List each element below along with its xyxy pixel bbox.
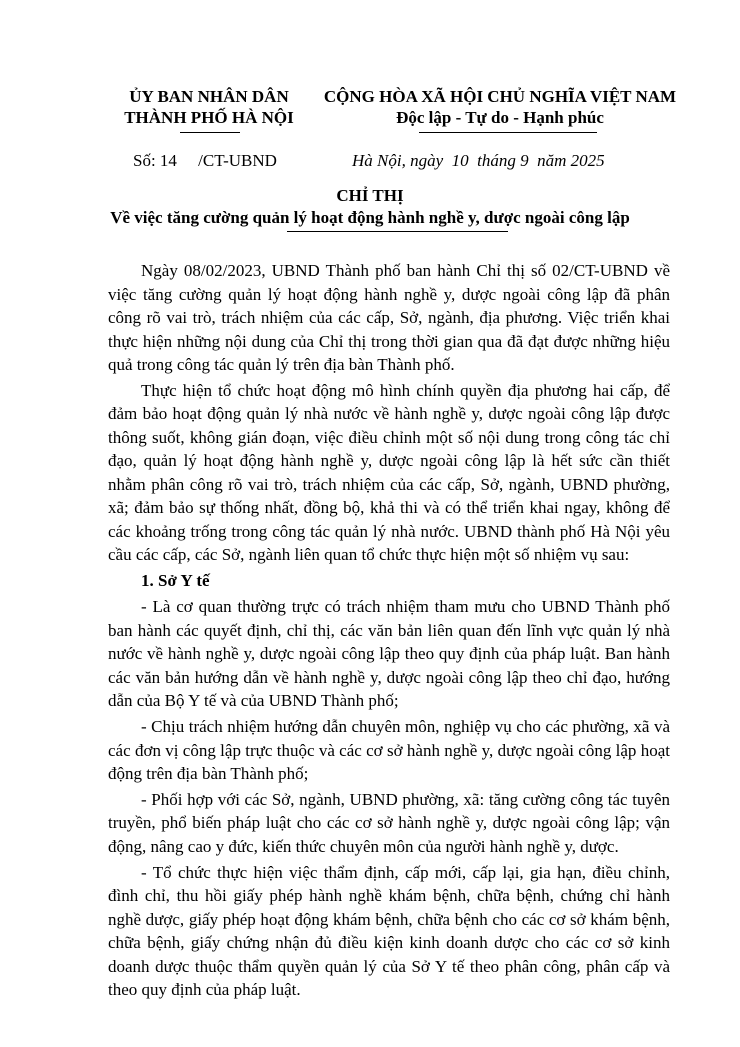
motto-underline [419, 132, 597, 133]
motto: Độc lập - Tự do - Hạnh phúc [396, 108, 604, 127]
document-title: CHỈ THỊ [336, 186, 404, 205]
subtitle-underline [287, 231, 508, 232]
paragraph: - Phối hợp với các Sở, ngành, UBND phường, xã: tăng cường công tác tuyên truyền, phổ biến pháp luật cho các cơ sở hành nghề y, dược ngoài công lập; vận động, nâng cao y đức, kiến thức chuyên môn của người hành nghề y, dược. [108, 789, 670, 856]
nation-name: CỘNG HÒA XÃ HỘI CHỦ NGHĨA VIỆT NAM [323, 87, 677, 106]
authority-underline [180, 132, 240, 133]
paragraph: - Là cơ quan thường trực có trách nhiệm tham mưu cho UBND Thành phố ban hành các quyết định, chỉ thị, các văn bản liên quan đến lĩnh vực quản lý nhà nước về hành nghề y, dược ngoài công lập theo quy định của pháp luật. Ban hành các văn bản hướng dẫn về hành nghề y, dược ngoài công lập theo chỉ đạo, hướng dẫn của Bộ Y tế và của UBND Thành phố; [108, 597, 670, 711]
document-number: Số: 14 /CT-UBND [133, 151, 277, 170]
paragraph: Thực hiện tổ chức hoạt động mô hình chính quyền địa phương hai cấp, để đảm bảo hoạt động quản lý nhà nước về hành nghề y, dược ngoài công lập được thông suốt, không gián đoạn, việc điều chỉnh một số nội dung trong công tác chỉ đạo, quản lý hoạt động hành nghề y, dược ngoài công lập là hết sức cần thiết nhằm phân công rõ vai trò, trách nhiệm của các cấp, Sở, ngành, UBND phường, xã; đảm bảo sự thống nhất, đồng bộ, khả thi và có thể triển khai ngay, không để các khoảng trống trong công tác quản lý nhà nước. UBND thành phố Hà Nội yêu cầu các cấp, các Sở, ngành liên quan tổ chức thực hiện một số nhiệm vụ sau: [108, 380, 670, 565]
document-date: Hà Nội, ngày 10 tháng 9 năm 2025 [352, 151, 605, 170]
document-subtitle: Về việc tăng cường quản lý hoạt động hành nghề y, dược ngoài công lập [110, 208, 630, 227]
paragraph: Ngày 08/02/2023, UBND Thành phố ban hành Chỉ thị số 02/CT-UBND về việc tăng cường quản lý hoạt động hành nghề y, dược ngoài công lập đã phân công rõ vai trò, trách nhiệm của các cấp, Sở, ngành, địa phương. Việc triển khai thực hiện những nội dung của Chỉ thị trong thời gian qua đã đạt được những hiệu quả trong công tác quản lý trên địa bàn Thành phố. [108, 261, 670, 374]
paragraph: - Chịu trách nhiệm hướng dẫn chuyên môn, nghiệp vụ cho các phường, xã và các đơn vị công lập trực thuộc và các cơ sở hành nghề y, dược ngoài công lập hoạt động trên địa bàn Thành phố; [108, 717, 670, 784]
issuing-authority [118, 86, 300, 128]
paragraph: - Tổ chức thực hiện việc thẩm định, cấp mới, cấp lại, gia hạn, điều chỉnh, đình chỉ, thu hồi giấy phép hành nghề khám bệnh, chữa bệnh, chứng chỉ hành nghề dược, giấy phép hoạt động khám bệnh, chữa bệnh cho các cơ sở khám bệnh, chữa bệnh, giấy chứng nhận đủ điều kiện kinh doanh dược cho các cơ sở kinh doanh dược thuộc thẩm quyền quản lý của Sở Y tế theo phân công, phân cấp và theo quy định của pháp luật. [108, 862, 670, 1000]
national-motto [310, 86, 690, 128]
authority-line-2: THÀNH PHỐ HÀ NỘI [124, 108, 294, 127]
document-body [108, 259, 670, 1004]
section-heading: 1. Sở Y tế [141, 571, 210, 591]
authority-line-1: ỦY BAN NHÂN DÂN [129, 87, 289, 106]
